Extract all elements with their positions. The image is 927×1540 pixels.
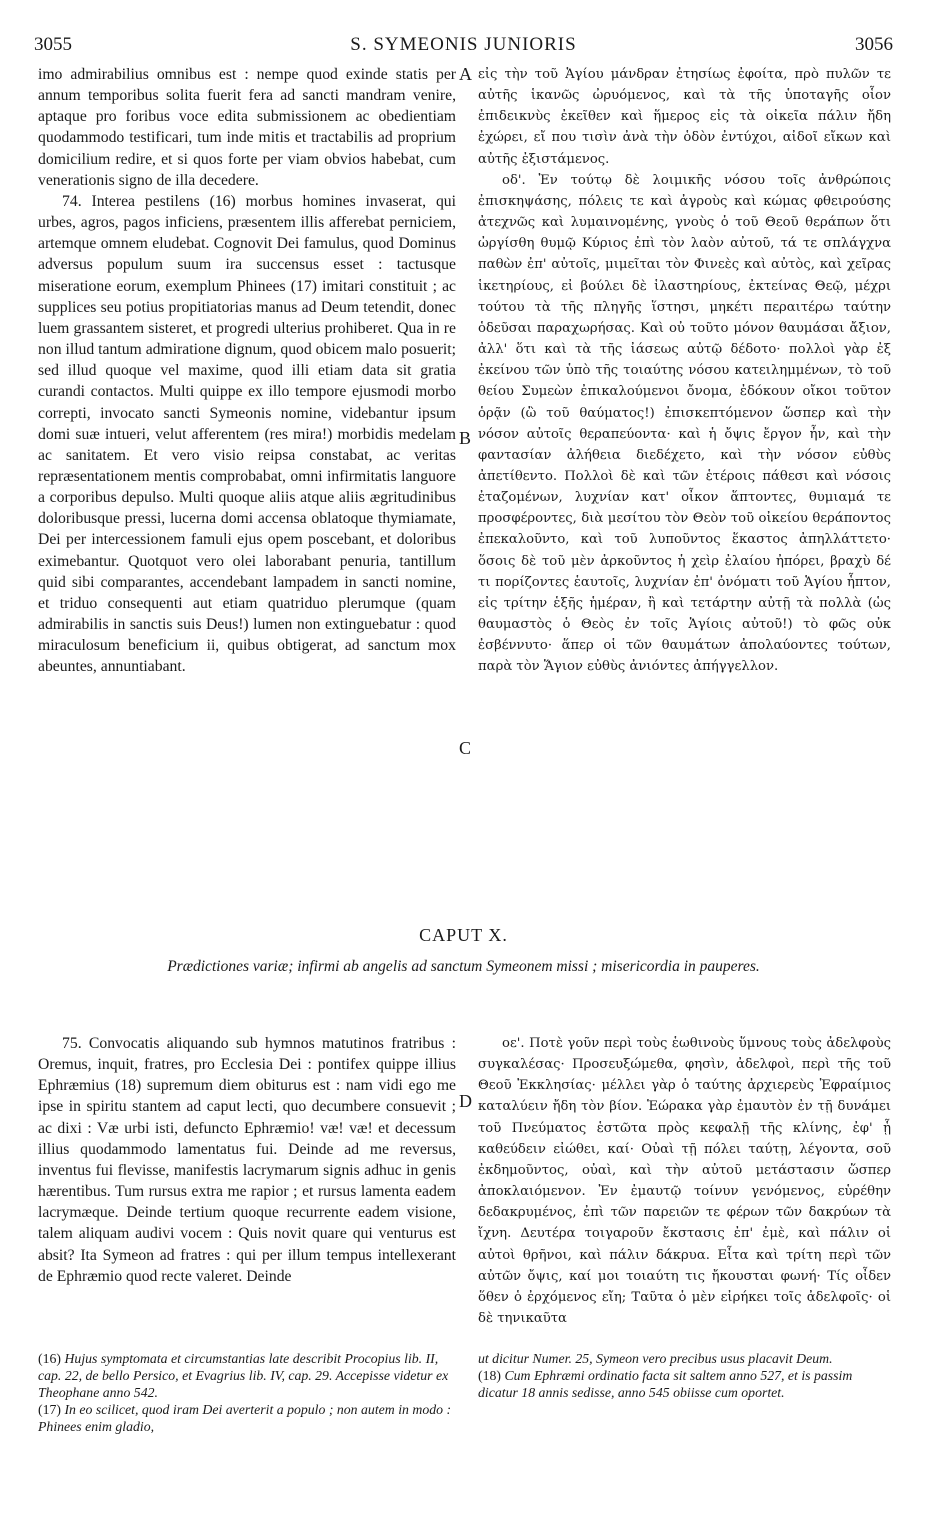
greek-column-section-1 bbox=[478, 64, 891, 678]
running-title: S. SYMEONIS JUNIORIS bbox=[350, 34, 577, 55]
page-number-left: 3055 bbox=[34, 34, 72, 55]
latin-paragraph-73-end: imo admirabilius omnibus est : nempe quod exinde statis per annum temporibus solita fuerit fera ad sancti mandram venire, aptaque pro foribus voce edita submissionem ac obedientiam quodammodo testificari, tum inde mitis et tractabilis ad proprium domicilium redire, et si quos forte per viam obvios habebat, cum venerationis signo de illa decedere. bbox=[38, 66, 456, 189]
chapter-title: CAPUT X. bbox=[419, 925, 508, 945]
footnote-number: (17) bbox=[38, 1402, 61, 1417]
chapter-summary: Prædictiones variæ; infirmi ab angelis ad sanctum Symeonem missi ; misericordia in pauperes. bbox=[167, 958, 760, 975]
page-header bbox=[34, 34, 893, 60]
footnotes-right bbox=[478, 1350, 891, 1401]
footnote-number: (18) bbox=[478, 1368, 501, 1383]
latin-column-section-2 bbox=[38, 1033, 456, 1287]
footnote bbox=[478, 1367, 891, 1401]
margin-letter-c: C bbox=[459, 738, 472, 758]
greek-paragraph-74: οδ'. Ἐν τούτῳ δὲ λοιμικῆς νόσου τοῖς ἀνθρώποις ἐπισκηψάσης, πόλεις τε καὶ ἀγροὺς καὶ κώμας φθειρούσης ἀτεχνῶς καὶ λυμαινομένης, γνοὺς ὁ τοῦ Θεοῦ θεράπων ὅτι ὠργίσθη θυμῷ Κύριος ἐπὶ τὸν λαὸν αὐτοῦ, τά τε σπλάγχνα παθὼν ἐπ' αὐτοῖς, μιμεῖται τὸν Φινεὲς καὶ αὐτὸς, καὶ χεῖρας ἱκετηρίους, εἰ βούλει δὲ ἱλαστηρίους, ἐκτείνας Θεῷ, μέχρι τούτου τὰ τῆς πληγῆς ἵστησι, μηκέτι περαιτέρω ταύτην ὁδεῦσαι παραχωρήσας. Καὶ οὐ τοῦτο μόνον θαυμάσαι ἄξιον, ἀλλ' ὅτι καὶ τὰ τῆς ἰάσεως αὐτῷ δέδοτο· πολλοὶ γὰρ ἐξ ἐκείνου τῶν ὑπὸ τῆς τοιαύτης νόσου κατειλημμένων, τὸ τοῦ θείου Συμεὼν ἐπικαλούμενοι ὄνομα, ἐδόκουν οἴκοι τοῦτον ὁρᾷν (ὢ τοῦ θαύματος!) ἐπισκεπτόμενον ὥσπερ καὶ τὴν νόσον αὐτοῖς θεραπεύοντα· καὶ ἡ ὄψις ἔργον ἦν, καὶ τὴν φαντασίαν ἀλήθεια διεδέχετο, καὶ τὴν νόσον εὐθὺς ἀπετίθεντο. Πολλοὶ δὲ καὶ τῶν ἑτέροις πάθεσι καὶ νόσοις ἐταζομένων, λυχνίαν κατ' οἶκον ἅπτοντες, θυμιαμά τε προσφέροντες, διὰ μεσίτου τὸν Θεὸν τοῦ οἰκείου θεράποντος ἐπεκαλοῦντο, καὶ τοῦ λυποῦντος ἕκαστος ἀπηλλάττετο· ὅσοις δὲ τοῦ μὲν ἀρκοῦντος ἡ χεὶρ ἐλαίου ἠπόρει, βραχὺ δέ τι πορίζοντες ἑαυτοῖς, λυχνίαν ἐπ' ὀνόματι τοῦ Ἁγίου ἧπτον, εἰς τρίτην ἑξῆς ἡμέραν, ἢ καὶ τετάρτην αὐτῇ τὰ πολλὰ (ὡς θαυμαστὸς ὁ Θεὸς ἐν τοῖς Ἁγίοις αὐτοῦ!) τὸ φῶς οὐκ ἐσβέννυτο· ἅπερ οἱ τῶν θαυμάτων ἀπολαύοντες τούτων, παρὰ τὸν Ἅγιον εὐθὺς ἀνιόντες ἀπήγγελλον. bbox=[478, 172, 891, 675]
footnote bbox=[38, 1401, 456, 1435]
footnotes-left bbox=[38, 1350, 456, 1435]
margin-letter-d: D bbox=[459, 1091, 472, 1111]
page-number-right: 3056 bbox=[855, 34, 893, 55]
footnote-text: Cum Ephræmi ordinatio facta sit saltem anno 527, et is passim dicatur 18 annis sedisse, anno 545 obiisse cum oportet. bbox=[478, 1368, 853, 1400]
greek-paragraph-75: οε'. Ποτὲ γοῦν περὶ τοὺς ἑωθινοὺς ὕμνους τοὺς ἀδελφοὺς συγκαλέσας· Προσευξώμεθα, φησὶν, ἀδελφοὶ, περὶ τῆς τοῦ Θεοῦ Ἐκκλησίας· μέλλει γὰρ ὁ ταύτης ἀρχιερεὺς Ἐφραίμιος καταλύειν ἤδη τὸν βίον. Ἑώρακα γὰρ ἐμαυτὸν ἐν τῇ δυνάμει τοῦ Πνεύματος ἑστῶτα πρὸς κεφαλῇ τῆς κλίνης, ἐφ' ᾗ καθεύδειν εἰώθει, καί· Οὐαὶ τῇ πόλει ταύτῃ, λέγοντα, σοῦ ἐκδημοῦντος, οὐαὶ, καὶ τὴν αὐτοῦ μετάστασιν ὥσπερ ἀποκλαιόμενον. Ἐν ἐμαυτῷ τοίνυν γενόμενος, εὑρέθην δεδακρυμένος, ἐπὶ τῶν παρειῶν τε φέρων τῶν δακρύων τὰ ἴχνη. Δευτέρα τοιγαροῦν ἔκστασις ἐπ' ἐμὲ, καὶ πάλιν οἱ αὐτοὶ θρῆνοι, καὶ πάλιν δάκρυα. Εἶτα καὶ τρίτη περὶ τῶν αὐτῶν ὄψις, καί μοι τοιαύτη τις ἤκουσται φωνή· Τίς οἶδεν ὅθεν ὁ ἐρχόμενος εἴη; Ταῦτα ὁ μὲν εἰρήκει τοῖς ἀδελφοῖς· οἱ δὲ τηνικαῦτα bbox=[478, 1036, 891, 1327]
footnote-number: (16) bbox=[38, 1351, 61, 1366]
greek-paragraph-73-end: εἰς τὴν τοῦ Ἁγίου μάνδραν ἐτησίως ἐφοίτα, πρὸ πυλῶν τε αὐτῆς ἱκανῶς ὠρυόμενος, καὶ τὰ τῆς ὑποταγῆς οἷον ἐπιδεικνὺς ἐκεῖθεν καὶ ἥμερος εἰς τὰ οἰκεῖα πάλιν ἤδη ἐχώρει, εἴ που τισὶν ἀνὰ τὴν ὁδὸν ἐντύχοι, αἰδοῖ εἴκων καὶ αὐτῆς ἐξιστάμενος. bbox=[478, 67, 891, 167]
footnote-text: ut dicitur Numer. 25, Symeon vero precibus usus placavit Deum. bbox=[478, 1351, 833, 1366]
footnote bbox=[38, 1350, 456, 1401]
latin-column-section-1 bbox=[38, 64, 456, 678]
margin-letter-a: A bbox=[459, 64, 472, 84]
greek-column-section-2 bbox=[478, 1033, 891, 1329]
margin-letter-b: B bbox=[459, 428, 472, 448]
footnote-text: Hujus symptomata et circumstantias late describit Procopius lib. II, cap. 22, de bello Persico, et Evagrius lib. IV, cap. 29. Accepisse videtur ex Theophane anno 542. bbox=[38, 1351, 449, 1400]
footnote bbox=[478, 1350, 891, 1367]
footnote-text: In eo scilicet, quod iram Dei averterit a populo ; non autem in modo : Phinees enim gladio, bbox=[38, 1402, 452, 1434]
latin-paragraph-74: 74. Interea pestilens (16) morbus homines invaserat, qui urbes, agros, pagos inficiens, præsentem illis afferebat perniciem, artemque omnem eludebat. Cognovit Dei famulus, quod Dominus adversus populum suum ira succensus esset : tactusque miseratione eorum, exemplum Phinees (17) imitari constituit ; ac supplices seu potius propitiatorias manus ad Deum tetendit, donec luem grassantem sisteret, et progredi ulterius prohiberet. Qua in re non illud tantum admiratione dignum, quod obicem malo posuerit; sed illud quoque vel maxime, quod illi etiam data sit gratia curandi contactos. Multi quippe ex illo tempore ejusmodi morbo correpti, invocato sancti Symeonis nomine, videbantur ipsum domi suæ intueri, velut afferentem (res mira!) morbidis medelam ac sanitatem. Et vero visio reipsa constabat, ac veritas repræsentationem mentis comprobabat, omni infirmitatis languore a corporibus depulso. Multi quoque aliis atque aliis ægritudinibus doloribusque pressi, lucerna domi accensa oblatoque thymiamate, Dei per intercessionem famuli ejus opem poscebant, et doloribus eximebantur. Quotquot vero olei laborabant penuria, tantillum quid sibi comparantes, accendebant lampadem in sancti nomine, et triduo consequenti aut etiam quatriduo plerumque (quam admirabilis in sanctis suis Deus!) lumen non extinguebatur : quod miraculosum beneficium ii, quibus obtigerat, ad sanctum mox abeuntes, annuntiabant. bbox=[38, 192, 456, 676]
latin-paragraph-75: 75. Convocatis aliquando sub hymnos matutinos fratribus : Oremus, inquit, fratres, pro Ecclesia Dei : pontifex quippe illius Ephræmius (18) supremum diem obiturus est : nam vidi ego me ipse in spiritu stantem ad caput lecti, quo decumbere consuevit ; ac dixi : Væ urbi isti, defuncto Ephræmio! væ! væ! et decessum illius quodammodo lamentatus fui. Deinde ad me reversus, inventus fui flevisse, manifestis lacrymarum signis adhuc in genis hærentibus. Tum rursus extra me rapior ; et rursus lamenta eadem lacrymæque. Deinde tertium quoque recurrente eadem visione, talem aliquam audivi vocem : Quis novit quare qui venturus est absit? Ita Symeon ad fratres : qui per illum tempus intellexerant de Ephræmio quod recte valeret. Deinde bbox=[38, 1035, 456, 1285]
